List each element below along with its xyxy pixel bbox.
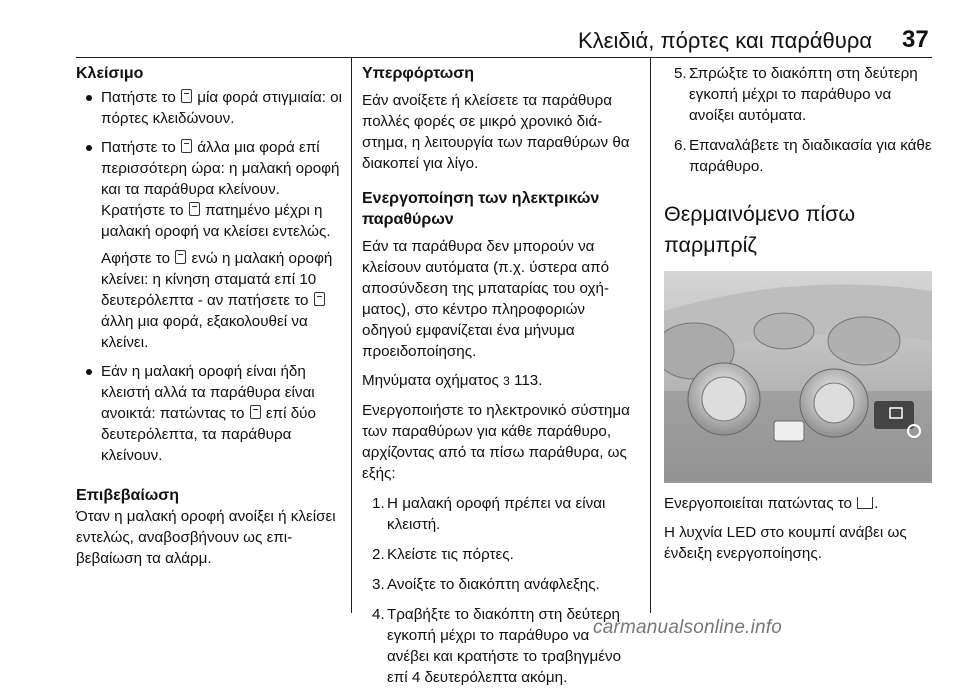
step-text: Σπρώξτε το διακόπτη στη δεύτερη εγκοπή μέχρι το παράθυρο να ανοίξει αυτόματα. xyxy=(689,65,918,124)
text: πατημένο μέχρι η μαλακή οροφή να κλείσει εντελώς. xyxy=(101,202,331,240)
step-item xyxy=(664,135,936,177)
text: άλλα μια φορά επί περισσότερη ώρα: η μαλακή οροφή και τα παράθυρα κλείνουν. Κρατήστε το xyxy=(101,139,340,219)
page-reference[interactable]: 113. xyxy=(514,372,543,389)
section-heading-overload: Υπερφόρτωση xyxy=(362,65,475,82)
column-divider xyxy=(351,58,352,613)
step-number: 6. xyxy=(674,137,687,154)
step-item xyxy=(362,544,634,565)
header-divider xyxy=(76,57,932,58)
roof-button-icon xyxy=(181,139,192,153)
text: Πατήστε το xyxy=(101,89,176,106)
step-text: Τραβήξτε το διακόπτη στη δεύτερη εγκοπή μέχρι το παράθυρο να ανέβει και κρατήστε το τραβηγμένο επί 4 δευτερόλεπτα ακόμη. xyxy=(387,606,622,686)
step-number: 2. xyxy=(372,546,385,563)
header-title: Κλειδιά, πόρτες και παράθυρα xyxy=(578,28,873,53)
paragraph: Εάν τα παράθυρα δεν μπορούν να κλείσουν αυτόματα (π.χ. ύστερα από αποσύνδεση της μπαταρίας του οχήματος), στο κέντρο πληροφοριών οδηγού εμφανίζεται ένα μήνυμα προειδοποίησης. xyxy=(362,238,610,360)
step-number: 5. xyxy=(674,65,687,82)
text: Ενεργοποιείται πατώντας το xyxy=(664,495,852,512)
page-number: 37 xyxy=(902,26,929,53)
roof-button-icon xyxy=(314,292,325,306)
list-item xyxy=(76,137,346,353)
control-panel-photo xyxy=(664,271,932,483)
step-text: Ανοίξτε το διακόπτη ανάφλεξης. xyxy=(387,576,600,593)
paragraph: Η λυχνία LED στο κουμπί ανάβει ως ένδειξη ενεργοποίησης. xyxy=(664,524,907,562)
text: άλλη μια φορά, εξακολουθεί να κλείνει. xyxy=(101,313,308,351)
step-number: 3. xyxy=(372,576,385,593)
text: Εάν η μαλακή οροφή είναι ήδη κλειστή αλλά τα παράθυρα είναι ανοικτά: πατώντας το xyxy=(101,363,315,422)
paragraph: Ενεργοποιήστε το ηλεκτρονικό σύστημα των παραθύρων για κάθε παράθυρο, αρχίζοντας από τα πίσω παράθυρα, ως εξής: xyxy=(362,402,630,482)
steps-list xyxy=(664,63,936,177)
text: επί δύο δευτερόλεπτα, τα παράθυρα κλείνουν. xyxy=(101,405,316,464)
column-1 xyxy=(76,63,346,569)
section-heading-confirmation: Επιβεβαίωση xyxy=(76,487,180,504)
closing-bullets xyxy=(76,87,346,466)
roof-button-icon xyxy=(250,405,261,419)
cross-reference xyxy=(362,370,634,392)
column-divider xyxy=(650,58,651,613)
section-heading-window-activation: Ενεργοποίηση των ηλεκτρικών παραθύρων xyxy=(362,190,600,228)
step-text: Επαναλάβετε τη διαδικασία για κάθε παράθυρο. xyxy=(689,137,932,175)
section-heading-closing: Κλείσιμο xyxy=(76,65,144,82)
section-heading-heated-rear-window: Θερμαινόμενο πίσω παρμπρίζ xyxy=(664,202,856,257)
step-number: 4. xyxy=(372,606,385,623)
sub-paragraph xyxy=(101,248,346,353)
roof-button-icon xyxy=(175,250,186,264)
step-item xyxy=(664,63,936,126)
text: . xyxy=(874,495,879,512)
paragraph: Εάν ανοίξετε ή κλείσετε τα παράθυρα πολλές φορές σε μικρό χρονικό διάστημα, η λειτουργία των παραθύρων θα διακοπεί για λίγο. xyxy=(362,92,630,172)
reference-arrow: 3 xyxy=(503,374,510,388)
text: Μηνύματα οχήματος xyxy=(362,372,499,389)
list-item xyxy=(76,361,346,466)
step-text: Η μαλακή οροφή πρέπει να είναι κλειστή. xyxy=(387,495,606,533)
column-3 xyxy=(664,63,936,564)
text: Πατήστε το xyxy=(101,139,176,156)
text: Αφήστε το xyxy=(101,250,171,267)
heated-rear-window-icon xyxy=(857,497,873,509)
watermark: carmanualsonline.info xyxy=(593,617,783,638)
step-item xyxy=(362,493,634,535)
step-number: 1. xyxy=(372,495,385,512)
step-text: Κλείστε τις πόρτες. xyxy=(387,546,514,563)
list-item xyxy=(76,87,346,129)
paragraph xyxy=(664,493,936,514)
text: μία φορά στιγμιαία: οι πόρτες κλειδώνουν. xyxy=(101,89,342,127)
paragraph: Όταν η μαλακή οροφή ανοίξει ή κλείσει εντελώς, αναβοσβήνουν ως επιβεβαίωση τα αλάρμ. xyxy=(76,508,336,567)
steps-list xyxy=(362,493,634,688)
roof-button-icon xyxy=(181,89,192,103)
roof-button-icon xyxy=(189,202,200,216)
step-item xyxy=(362,574,634,595)
text: ενώ η μαλακή οροφή κλείνει: η κίνηση σταματά επί 10 δευτερόλεπτα - αν πατήσετε το xyxy=(101,250,333,309)
column-2 xyxy=(362,63,634,688)
